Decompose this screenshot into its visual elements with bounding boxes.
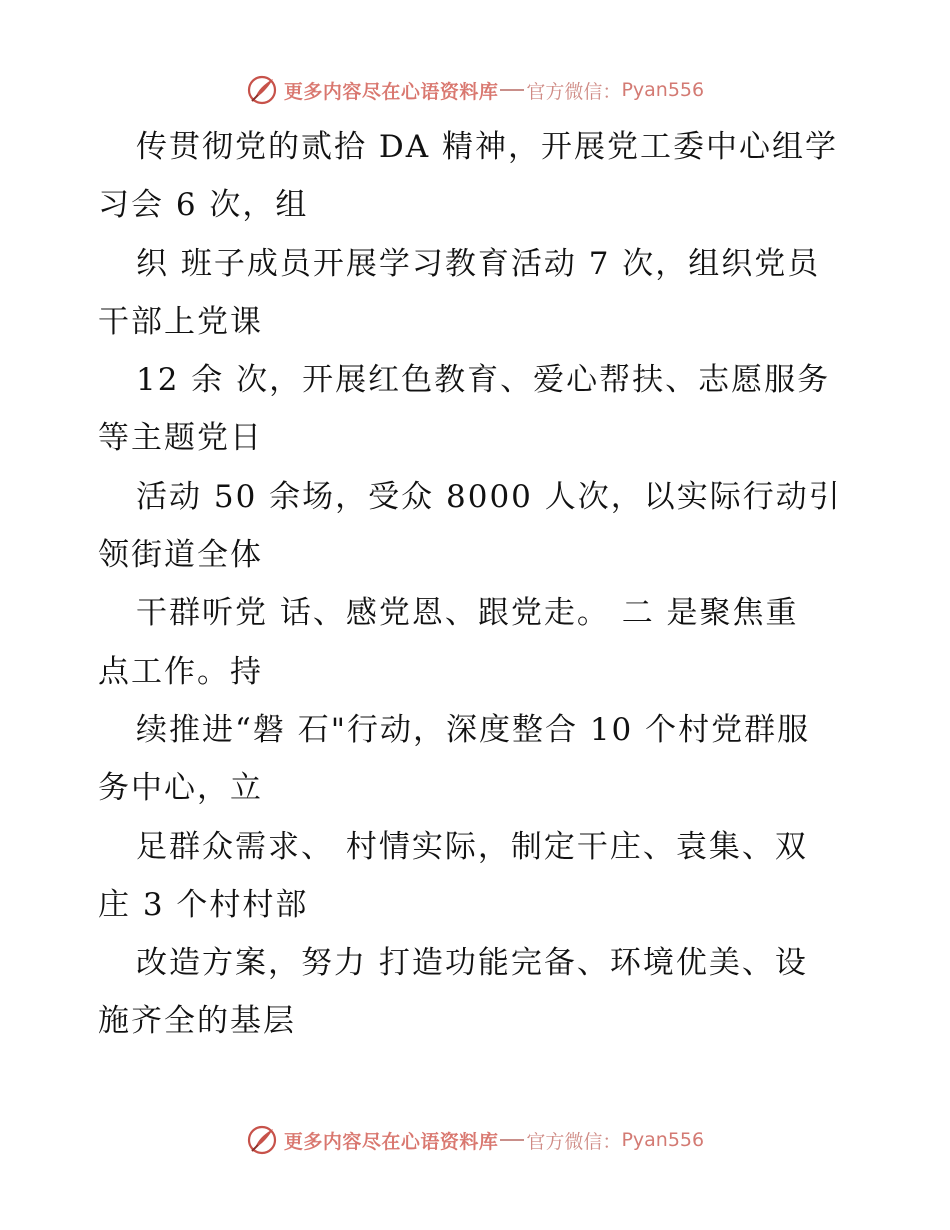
text-line: 活动 50 余场，受众 8000 人次，以实际行动引 [136,478,842,515]
banner-wechat-id: Pyan556 [621,79,705,101]
header-banner [0,70,950,110]
banner-separator [500,1139,524,1141]
text-line: 务中心，立 [98,770,263,807]
text-line: 传贯彻党的贰拾 DA 精神，开展党工委中心组学 [136,129,838,165]
banner-separator [500,89,524,91]
text-line: 12 余 次，开展红色教育、爱心帮扶、志愿服务 [136,362,831,399]
quill-pen-logo-icon [246,74,278,106]
text-line: 干群听党 话、感党恩、跟党走。 二 是聚焦重 [136,595,799,632]
text-line: 续推进“磐 石"行动，深度整合 10 个村党群服 [136,711,811,748]
banner-brand-text: 更多内容尽在心语资料库 [283,80,499,103]
text-line: 织 班子成员开展学习教育活动 7 次，组织党员 [136,245,821,282]
quill-pen-logo-icon [246,1124,278,1156]
text-line: 庄 3 个村村部 [98,886,309,923]
banner-brand-text: 更多内容尽在心语资料库 [283,1130,499,1153]
document-body [98,118,858,1051]
text-line: 习会 6 次，组 [98,187,309,224]
text-line: 足群众需求、 村情实际，制定干庄、袁集、双 [136,828,808,865]
text-line: 领街道全体 [98,537,263,574]
text-line: 改造方案，努力 打造功能完备、环境优美、设 [136,945,808,982]
banner-wechat-label: 官方微信： [526,80,622,103]
text-line: 干部上党课 [98,303,263,340]
banner-wechat-id: Pyan556 [621,1129,705,1151]
text-line: 点工作。持 [98,653,263,690]
text-line: 等主题党日 [98,420,263,457]
text-line: 施齐全的基层 [98,1003,296,1040]
footer-banner [0,1120,950,1160]
banner-wechat-label: 官方微信： [526,1130,622,1153]
